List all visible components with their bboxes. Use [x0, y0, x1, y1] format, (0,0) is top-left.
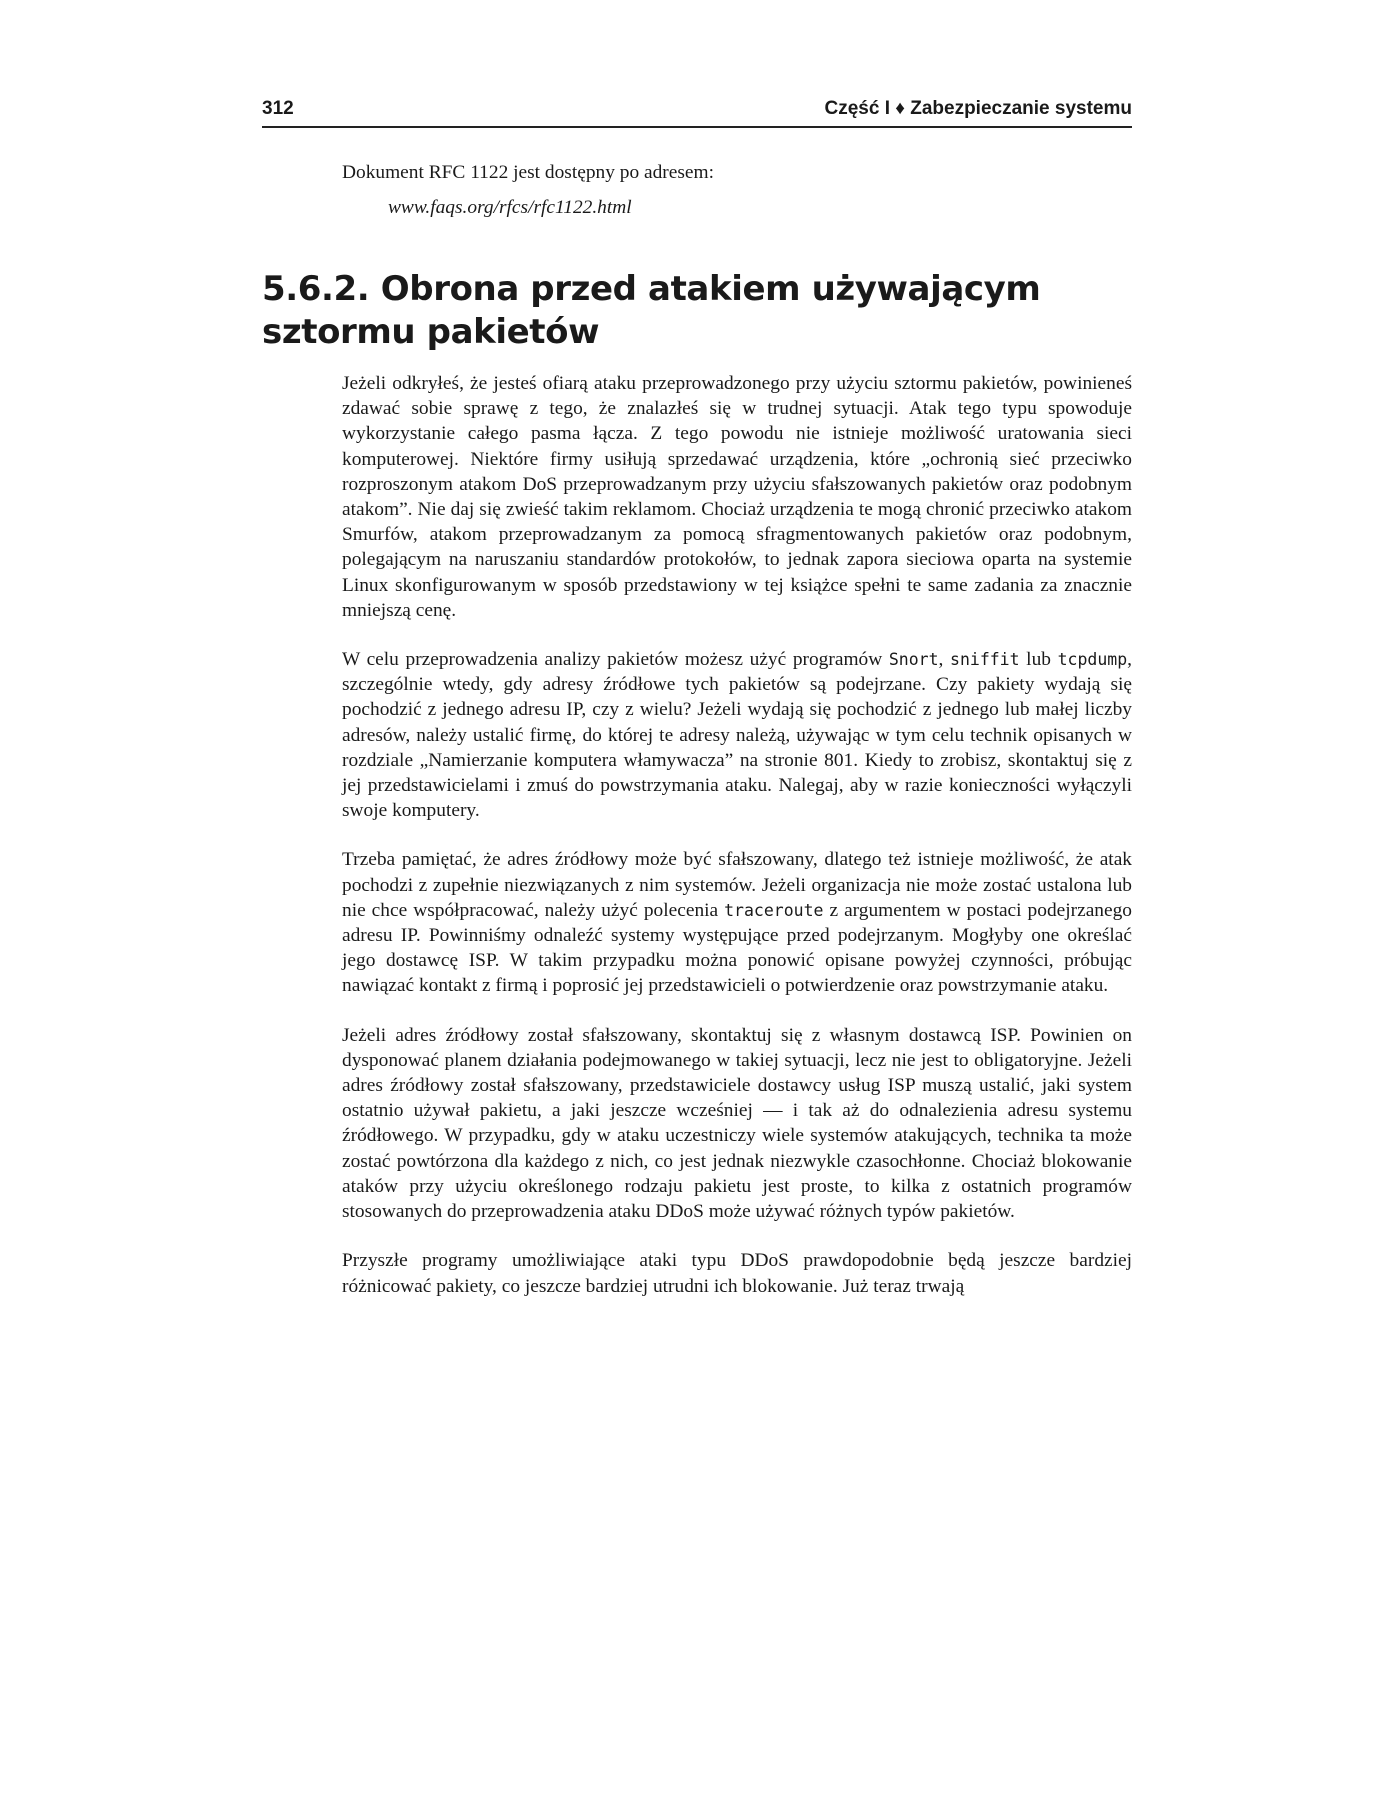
paragraph-2-text-1: W celu przeprowadzenia analizy pakietów możesz użyć programów — [342, 649, 889, 671]
paragraph-4: Jeżeli adres źródłowy został sfałszowany, skontaktuj się z własnym dostawcą ISP. Powinien on dysponować planem działania podejmowanego w takiej sytuacji, lecz nie jest to obligatoryjne. Jeżeli adres źródłowy został sfałszowany, przedstawiciele dostawcy usług ISP muszą ustalić, jaki system ostatnio używał pakietu, a jaki jeszcze wcześniej — i tak aż do odnalezienia adresu systemu źródłowego. W przypadku, gdy w ataku uczestniczy wiele systemów atakujących, technika ta może zostać powtórzona dla każdego z nich, co jest jednak niezwykle czasochłonne. Chociaż blokowanie ataków przy użyciu określonego rodzaju pakietu jest proste, to kilka z ostatnich programów stosowanych do przeprowadzenia ataku DDoS może używać różnych typów pakietów. — [342, 1024, 1132, 1223]
section-heading-line2: sztormu pakietów — [262, 312, 600, 352]
paragraph-3-text-2: z argumentem w postaci podejrzanego adresu IP. Powinniśmy odnaleźć systemy występujące przed podejrzanym. Mogłyby one określać jego dostawcę ISP. W takim przypadku można ponowić opisane powyżej czynności, próbując nawiązać kontakt z firmą i poprosić jej przedstawicieli o potwierdzenie oraz powstrzymanie ataku. — [342, 899, 1132, 997]
paragraph-3-text-1: Trzeba pamiętać, że adres źródłowy może być sfałszowany, dlatego też istnieje możliwość, że atak pochodzi z zupełnie niezwiązanych z nim systemów. Jeżeli organizacja nie może zostać ustalona lub nie chce współpracować, należy użyć polecenia — [342, 849, 1132, 921]
paragraph-2-text-2: lub — [1019, 649, 1058, 671]
code-snort: Snort — [888, 650, 939, 670]
page-number: 312 — [262, 98, 294, 119]
paragraph-2-sep-1: , — [938, 649, 951, 671]
rfc-url: www.faqs.org/rfcs/rfc1122.html — [388, 197, 632, 219]
intro-block — [342, 160, 1132, 220]
paragraph-5: Przyszłe programy umożliwiające ataki typu DDoS prawdopodobnie będą jeszcze bardziej różnicować pakiety, co jeszcze bardziej utrudni ich blokowanie. Już teraz trwają — [342, 1250, 1132, 1297]
section-heading-line1: 5.6.2. Obrona przed atakiem używającym — [262, 269, 1041, 309]
running-title: Część I ♦ Zabezpieczanie systemu — [824, 98, 1132, 119]
paragraph-2-text-3: , szczególnie wtedy, gdy adresy źródłowe tych pakietów są podejrzane. Czy pakiety wydają się pochodzić z jednego adresu IP, czy z wielu? Jeżeli wydają się pochodzić z jednego lub małej liczby adresów, należy ustalić firmę, do której te adresy należą, używając w tym celu technik opisanych w rozdziale „Namierzanie komputera włamywacza” na stronie 801. Kiedy to zrobisz, skontaktuj się z jej przedstawicielami i zmuś do powstrzymania ataku. Nalegaj, aby w razie konieczności wyłączyli swoje komputery. — [342, 649, 1132, 822]
code-tcpdump: tcpdump — [1057, 650, 1128, 670]
page-header — [262, 98, 1132, 128]
paragraph-2 — [342, 647, 1132, 823]
intro-text: Dokument RFC 1122 jest dostępny po adresem: — [342, 162, 714, 183]
code-traceroute: traceroute — [724, 900, 824, 920]
paragraph-1: Jeżeli odkryłeś, że jesteś ofiarą ataku przeprowadzonego przy użyciu sztormu pakietów, powinieneś zdawać sobie sprawę z tego, że znalazłeś się w trudnej sytuacji. Atak tego typu spowoduje wykorzystanie całego pasma łącza. Z tego powodu nie istnieje możliwość uratowania sieci komputerowej. Niektóre firmy usiłują sprzedawać urządzenia, które „ochronią sieć przeciwko rozproszonym atakom DoS przeprowadzanym przy użyciu sfałszowanych pakietów oraz podobnym atakom”. Nie daj się zwieść takim reklamom. Chociaż urządzenia te mogą chronić przeciwko atakom Smurfów, atakom przeprowadzanym za pomocą sfragmentowanych pakietów oraz podobnym, polegającym na naruszaniu standardów protokołów, to jednak zapora sieciowa oparta na systemie Linux skonfigurowanym w sposób przedstawiony w tej książce spełni te same zadania za znacznie mniejszą cenę. — [342, 373, 1132, 621]
code-sniffit: sniffit — [950, 650, 1020, 670]
section-heading — [262, 268, 1132, 354]
body-text — [342, 371, 1132, 1323]
paragraph-3 — [342, 847, 1132, 998]
